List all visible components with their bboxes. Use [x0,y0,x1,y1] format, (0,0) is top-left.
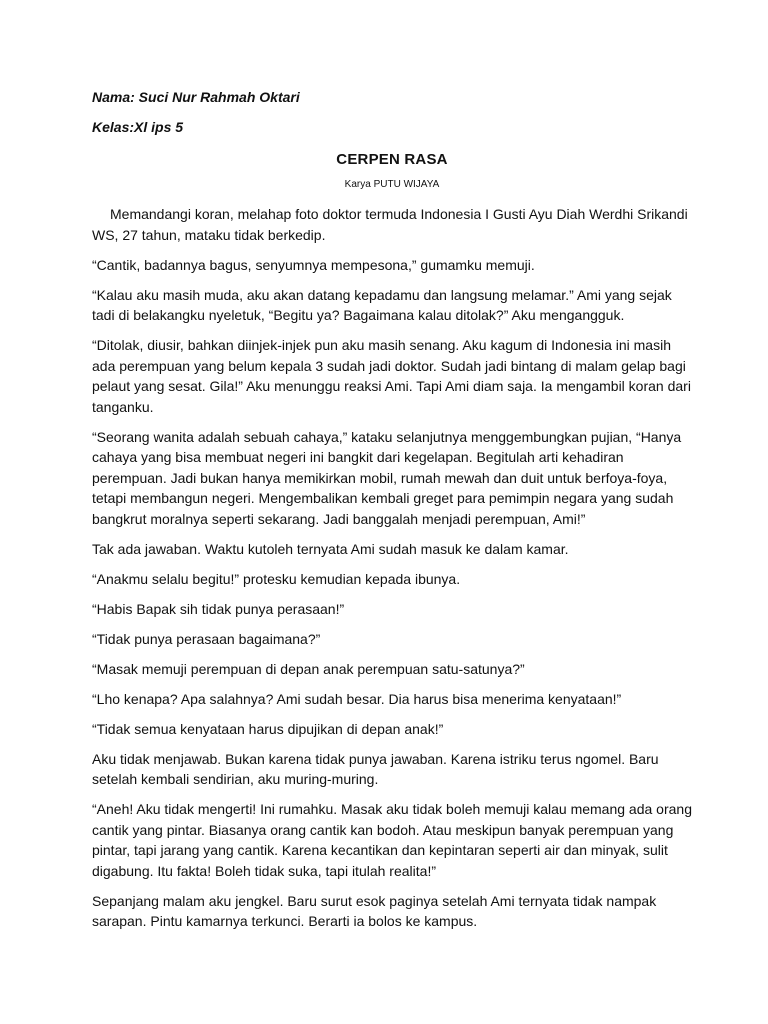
paragraph-7: “Anakmu selalu begitu!” protesku kemudian kepada ibunya. [92,570,461,587]
paragraph-10: “Masak memuji perempuan di depan anak perempuan satu-satunya?” [92,660,525,677]
document-page [92,88,692,941]
paragraph-8: “Habis Bapak sih tidak punya perasaan!” [92,600,345,617]
paragraph-4: “Ditolak, diusir, bahkan diinjek-injek pun aku masih senang. Aku kagum di Indonesia ini masih ada perempuan yang belum kepala 3 sudah jadi doktor. Sudah jadi bintang di malam gelap bagi pelaut yang sesat. Gila!” Aku menunggu reaksi Ami. Tapi Ami diam saja. Ia mengambil koran dari tanganku. [92,337,691,415]
student-class: Kelas:Xl ips 5 [92,119,184,135]
paragraph-2: “Cantik, badannya bagus, senyumnya mempesona,” gumamku memuji. [92,256,535,273]
story-title: CERPEN RASA [336,151,448,168]
story-body [92,204,692,932]
paragraph-9: “Tidak punya perasaan bagaimana?” [92,630,321,647]
paragraph-12: “Tidak semua kenyataan harus dipujikan di depan anak!” [92,720,444,737]
paragraph-1: Memandangi koran, melahap foto doktor termuda Indonesia I Gusti Ayu Diah Werdhi Srikandi WS, 27 tahun, mataku tidak berkedip. [92,206,688,243]
student-name: Nama: Suci Nur Rahmah Oktari [92,89,300,105]
paragraph-13: Aku tidak menjawab. Bukan karena tidak punya jawaban. Karena istriku terus ngomel. Baru setelah kembali sendirian, aku muring-muring. [92,750,659,787]
paragraph-15: Sepanjang malam aku jengkel. Baru surut esok paginya setelah Ami ternyata tidak nampak sarapan. Pintu kamarnya terkunci. Berarti ia bolos ke kampus. [92,892,657,929]
paragraph-6: Tak ada jawaban. Waktu kutoleh ternyata Ami sudah masuk ke dalam kamar. [92,540,569,557]
paragraph-5: “Seorang wanita adalah sebuah cahaya,” kataku selanjutnya menggembungkan pujian, “Hanya cahaya yang bisa membuat negeri ini bangkit dari kegelapan. Begitulah arti kehadiran perempuan. Jadi bukan hanya memikirkan mobil, rumah mewah dan duit untuk berfoya-foya, tetapi membangun negeri. Mengembalikan kembali greget para pemimpin negara yang sudah bangkrut moralnya seperti sekarang. Jadi banggalah menjadi perempuan, Ami!” [92,428,682,527]
paragraph-3: “Kalau aku masih muda, aku akan datang kepadamu dan langsung melamar.” Ami yang sejak tadi di belakangku nyeletuk, “Begitu ya? Bagaimana kalau ditolak?” Aku mengangguk. [92,286,672,323]
paragraph-11: “Lho kenapa? Apa salahnya? Ami sudah besar. Dia harus bisa menerima kenyataan!” [92,690,622,707]
story-byline: Karya PUTU WIJAYA [344,179,440,190]
paragraph-14: “Aneh! Aku tidak mengerti! Ini rumahku. Masak aku tidak boleh memuji kalau memang ada orang cantik yang pintar. Biasanya orang cantik kan bodoh. Atau meskipun banyak perempuan yang pintar, tapi jarang yang cantik. Karena kecantikan dan kepintaran seperti air dan minyak, sulit digabung. Itu fakta! Boleh tidak suka, tapi itulah realita!” [92,801,692,879]
